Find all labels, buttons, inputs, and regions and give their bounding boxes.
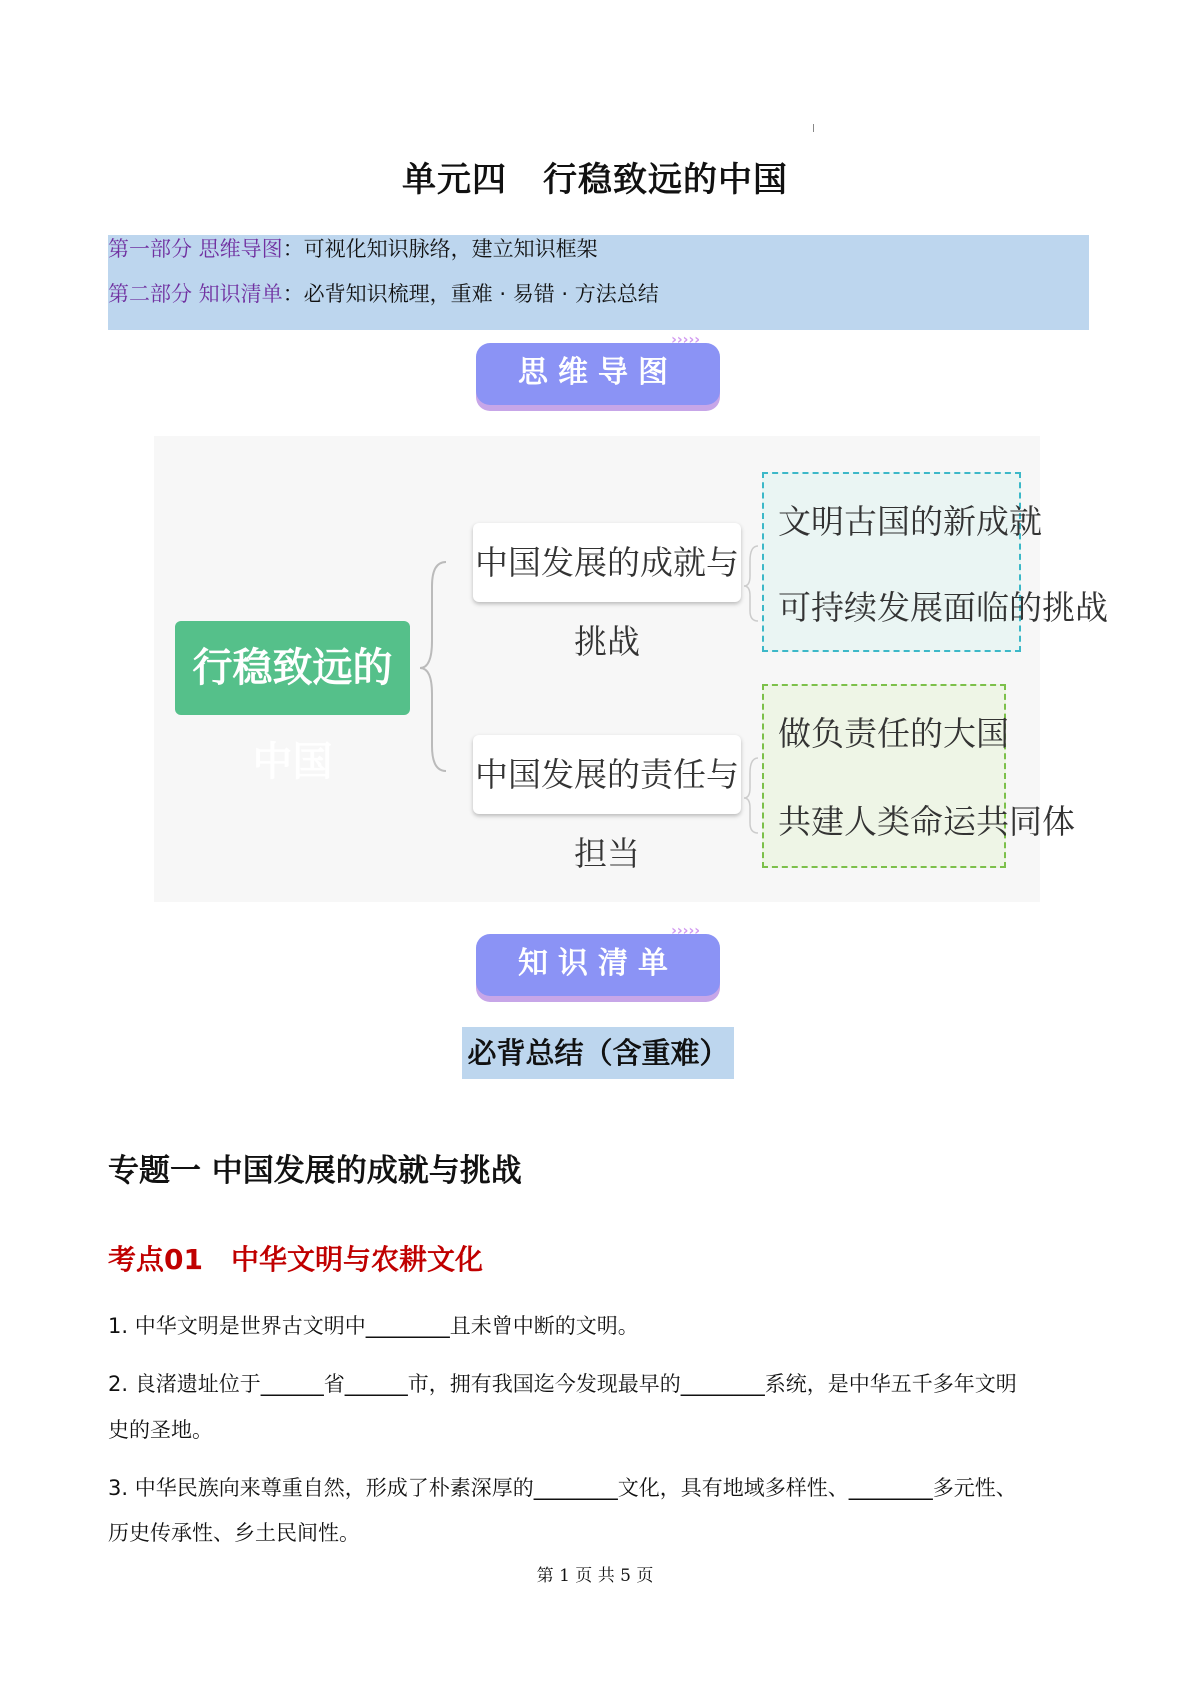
central-node: 行稳致远的中国 (175, 621, 410, 715)
leaf-node: 做负责任的大国 (778, 714, 1009, 753)
leaf-node: 可持续发展面临的挑战 (778, 588, 1108, 627)
toc-desc: ：必背知识梳理，重难 · 易错 · 方法总结 (282, 282, 659, 306)
toc-label: 第二部分 知识清单 (108, 282, 283, 306)
leaf-node: 文明古国的新成就 (778, 502, 1042, 541)
point-heading: 考点01 中华文明与农耕文化 (108, 1243, 483, 1276)
table-of-contents (108, 235, 1089, 330)
cursor-mark (813, 124, 814, 132)
page-title (0, 152, 1190, 201)
badge-label: 知识清单 (518, 946, 678, 981)
checklist-badge (476, 923, 720, 996)
branch-node: 中国发展的成就与挑战 (473, 523, 741, 602)
title-name: 行稳致远的中国 (543, 160, 788, 200)
title-unit: 单元四 (402, 160, 507, 200)
mind-map (154, 436, 1108, 902)
page-footer: 第 1 页 共 5 页 (536, 1566, 654, 1586)
topic-heading: 专题一 中国发展的成就与挑战 (108, 1153, 522, 1189)
toc-row-2 (108, 278, 659, 308)
question-item: 2. 良渚遗址位于______省______市，拥有我国迄今发现最早的________系统，是中华五千多年文明 (108, 1372, 1017, 1396)
stripes-decoration: ››››› (671, 923, 700, 939)
branch-node: 中国发展的责任与担当 (473, 735, 741, 814)
toc-label: 第一部分 思维导图 (108, 237, 283, 261)
summary-heading: 必背总结（含重难） (462, 1027, 734, 1079)
badge-label: 思维导图 (518, 355, 678, 390)
toc-row-1 (108, 233, 598, 263)
leaf-group (762, 684, 1075, 868)
leaf-node: 共建人类命运共同体 (778, 802, 1075, 841)
stripes-decoration: ››››› (671, 332, 700, 348)
question-item: 1. 中华文明是世界古文明中________且未曾中断的文明。 (108, 1314, 639, 1338)
toc-desc: ：可视化知识脉络，建立知识框架 (282, 237, 598, 261)
mindmap-badge (476, 332, 720, 405)
leaf-group (762, 472, 1108, 652)
question-item: 3. 中华民族向来尊重自然，形成了朴素深厚的________文化，具有地域多样性、________多元性、 (108, 1476, 1017, 1500)
question-item-continued: 历史传承性、乡土民间性。 (108, 1521, 360, 1545)
question-item-continued: 史的圣地。 (108, 1418, 213, 1442)
